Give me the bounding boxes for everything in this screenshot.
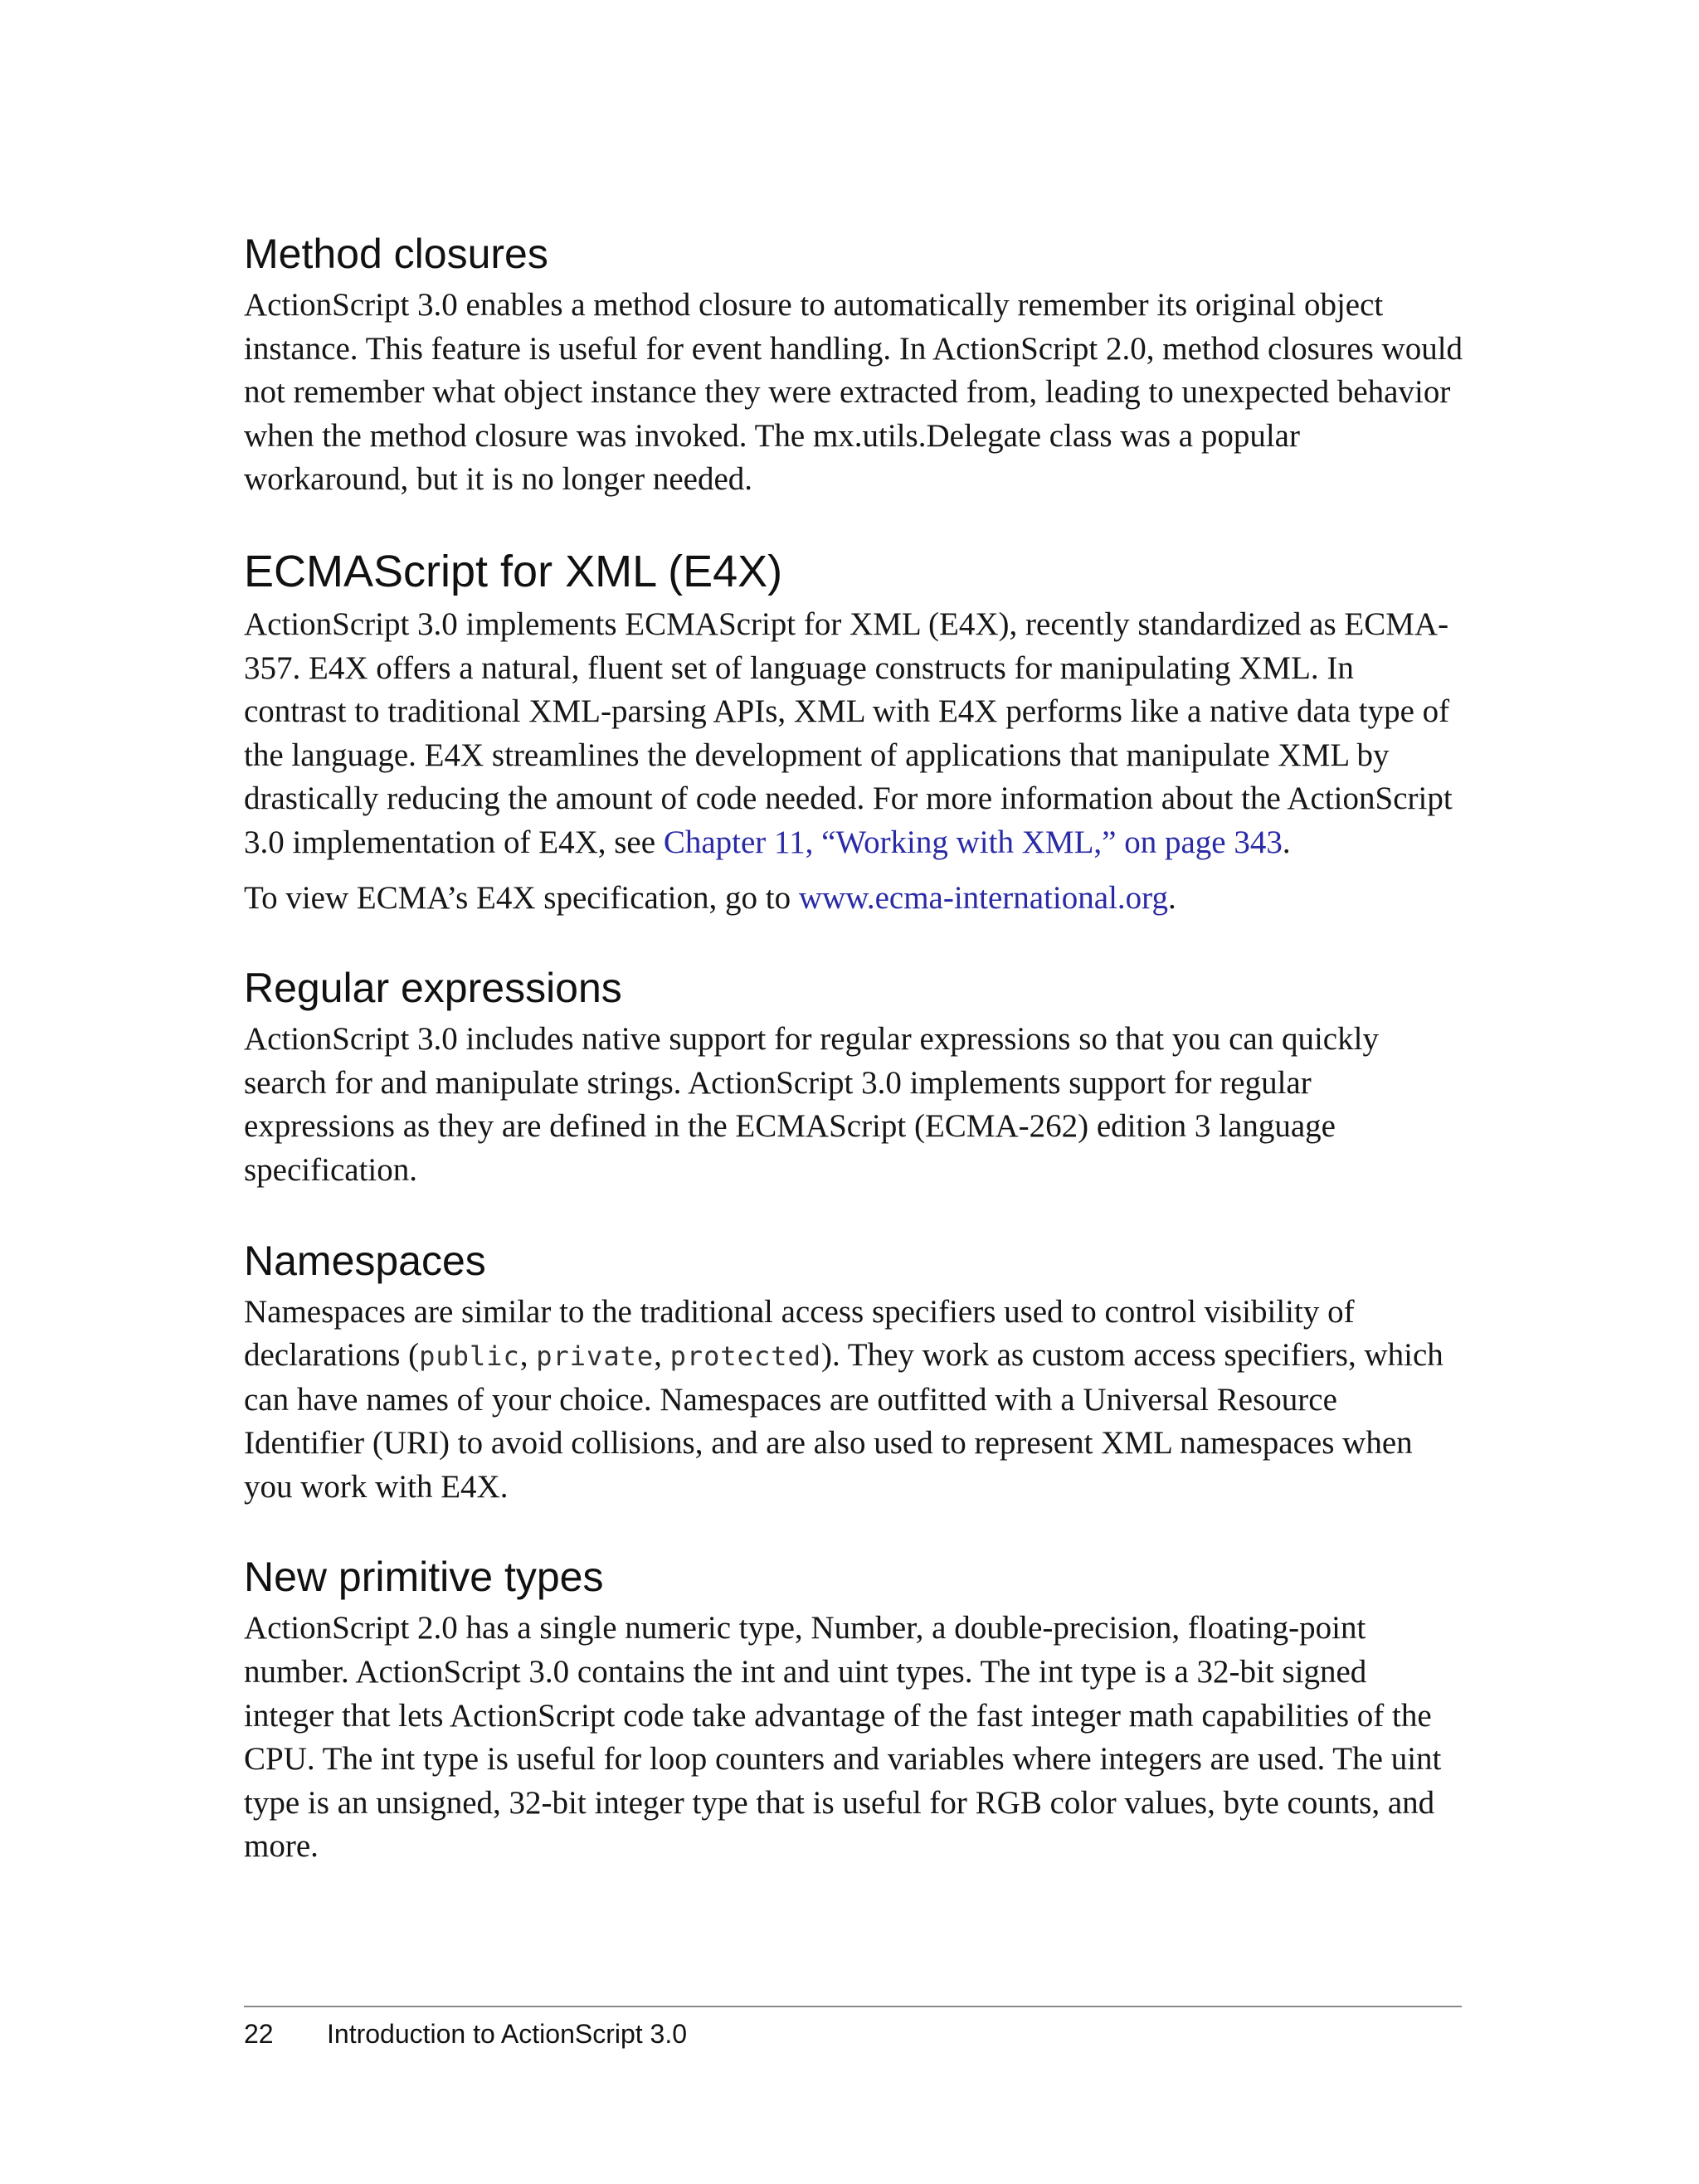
section-heading: Namespaces [244,1237,486,1284]
section-paragraph: ActionScript 3.0 includes native support for regular expressions so that you can quickly search for and manipulate strings. ActionScript 3.0 implements support for regular expressions as they are defined in the ECMAScript (ECMA-262) edition 3 language specification. [244,1021,1379,1188]
section-heading: ECMAScript for XML (E4X) [244,546,783,596]
paragraph-text: To view ECMA’s E4X specification, go to [244,879,799,916]
footer-title: Introduction to ActionScript 3.0 [327,2019,688,2049]
paragraph-text: Namespaces are similar to the traditional access specifiers used to control visibility of declarations ( [244,1293,1355,1374]
section-paragraph [244,603,1463,865]
page-number: 22 [244,2019,274,2049]
paragraph-text: ActionScript 3.0 implements ECMAScript for XML (E4X), recently standardized as ECMA-357. E4X offers a natural, fluent set of language constructs for manipulating XML. In contrast to traditional XML-parsing APIs, XML with E4X performs like a native data type of the language. E4X streamlines the development of applications that manipulate XML by drastically reducing the amount of code needed. For more information about the ActionScript 3.0 implementation of E4X, see [244,606,1453,860]
page-content [244,229,1463,1869]
section-e4x [244,545,1463,920]
section-paragraph [244,877,1463,921]
ecma-website-link[interactable]: www.ecma-international.org [798,879,1168,916]
footer-divider [244,2006,1462,2007]
page-footer [244,2017,687,2050]
section-paragraph: ActionScript 3.0 enables a method closure to automatically remember its original object instance. This feature is useful for event handling. In ActionScript 2.0, method closures would not remember what object instance they were extracted from, leading to unexpected behavior when the method closure was invoked. The mx.utils.Delegate class was a popular workaround, but it is no longer needed. [244,287,1463,498]
code-public: public [419,1340,520,1373]
separator: , [519,1337,537,1374]
paragraph-end: . [1167,879,1176,916]
chapter-11-link[interactable]: Chapter 11, “Working with XML,” on page 343 [663,824,1283,860]
paragraph-end: ). They work as custom access specifiers, which can have names of your choice. Namespaces are outfitted with a Universal Resource Identifier (URI) to avoid collisions, and are also used to represent XML namespaces when you work with E4X. [244,1337,1443,1505]
paragraph-end: . [1282,824,1291,860]
section-heading: Regular expressions [244,965,622,1012]
code-protected: protected [669,1340,821,1373]
code-private: private [536,1340,655,1373]
section-method-closures [244,229,1463,502]
section-heading: New primitive types [244,1554,604,1601]
separator: , [654,1337,670,1374]
section-heading: Method closures [244,231,548,277]
section-regular-expressions [244,963,1463,1192]
section-new-primitive-types [244,1552,1463,1869]
section-namespaces [244,1236,1463,1510]
section-paragraph: ActionScript 2.0 has a single numeric type, Number, a double-precision, floating-point number. ActionScript 3.0 contains the int and uint types. The int type is a 32-bit signed integer that lets ActionScript code take advantage of the fast integer math capabilities of the CPU. The int type is useful for loop counters and variables where integers are used. The uint type is an unsigned, 32-bit integer type that is useful for RGB color values, byte counts, and more. [244,1610,1442,1865]
section-paragraph [244,1291,1463,1510]
